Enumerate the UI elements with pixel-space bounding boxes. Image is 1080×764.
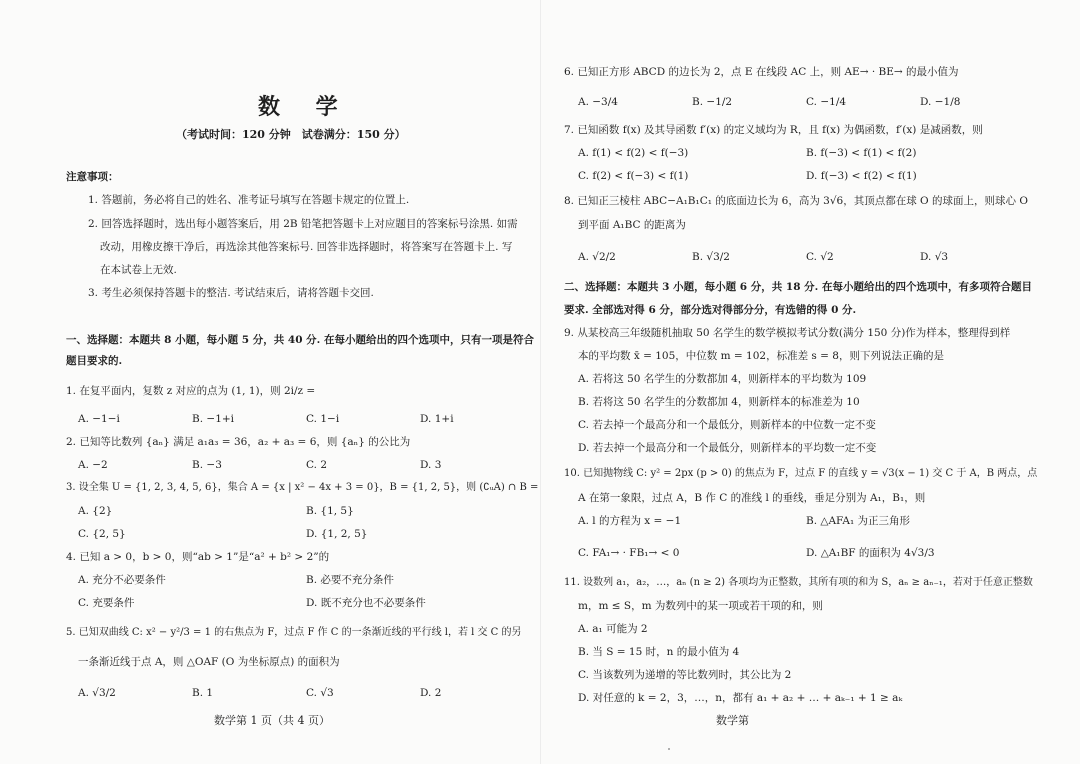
question-stem: 6. 已知正方形 ABCD 的边长为 2，点 E 在线段 AC 上，则 AE→ · BE→ 的最小值为	[564, 66, 959, 78]
section-heading: 题目要求的.	[66, 355, 123, 367]
option: C. −1/4	[806, 96, 847, 108]
question-stem: 1. 在复平面内，复数 z 对应的点为 (1, 1)，则 2i/z =	[66, 385, 316, 397]
option: D. 对任意的 k = 2，3，…，n，都有 a₁ + a₂ + … + aₖ₋₁ + 1 ≥ aₖ	[578, 692, 903, 704]
section-heading: 二、选择题：本题共 3 小题，每小题 6 分，共 18 分. 在每小题给出的四个选项中，有多项符合题目	[564, 281, 1032, 293]
option: D. 2	[420, 687, 442, 699]
page-footer: 数学第	[716, 714, 749, 727]
option: D. 3	[420, 459, 442, 471]
notice-item: 2. 回答选择题时，选出每小题答案后，用 2B 铅笔把答题卡上对应题目的答案标号涂黑. 如需	[88, 218, 518, 230]
option: C. 当该数列为递增的等比数列时，其公比为 2	[578, 669, 792, 681]
scan-speck	[668, 748, 670, 750]
section-heading: 一、选择题：本题共 8 小题，每小题 5 分，共 40 分. 在每小题给出的四个选项中，只有一项是符合	[66, 334, 534, 346]
option: A. √3/2	[78, 687, 116, 699]
option: A. √2/2	[578, 251, 616, 263]
question-stem: 11. 设数列 a₁，a₂，…，aₙ (n ≥ 2) 各项均为正整数，其所有项的和为 S，aₙ ≥ aₙ₋₁，若对于任意正整数	[564, 577, 1033, 588]
page-footer: 数学第 1 页（共 4 页）	[214, 714, 330, 727]
option: B. −1/2	[692, 96, 733, 108]
option: A. f(1) < f(2) < f(−3)	[578, 147, 689, 159]
option: A. −2	[78, 459, 108, 471]
question-stem: 到平面 A₁BC 的距离为	[578, 219, 686, 231]
option: B. 必要不充分条件	[306, 574, 394, 586]
page-spine	[540, 0, 541, 764]
option: A. 充分不必要条件	[78, 574, 166, 586]
option: B. 当 S = 15 时，n 的最小值为 4	[578, 646, 740, 658]
question-stem: 8. 已知正三棱柱 ABC−A₁B₁C₁ 的底面边长为 6，高为 3√6，其顶点都在球 O 的球面上，则球心 O	[564, 195, 1028, 207]
option: A. {2}	[78, 505, 113, 517]
question-stem: 2. 已知等比数列 {aₙ} 满足 a₁a₃ = 36，a₂ + a₃ = 6，则 {aₙ} 的公比为	[66, 436, 411, 448]
option: B. √3/2	[692, 251, 730, 263]
option: D. f(−3) < f(2) < f(1)	[806, 170, 917, 182]
question-stem: 3. 设全集 U = {1, 2, 3, 4, 5, 6}，集合 A = {x | x² − 4x + 3 = 0}，B = {1, 2, 5}，则 (∁ᵤA) ∩ B =	[66, 482, 539, 493]
notice-item: 3. 考生必须保持答题卡的整洁. 考试结束后，请将答题卡交回.	[88, 287, 374, 299]
notice-heading: 注意事项：	[66, 171, 119, 183]
option: C. 充要条件	[78, 597, 135, 609]
question-stem: 4. 已知 a > 0，b > 0，则“ab > 1”是“a² + b² > 2”的	[66, 551, 330, 563]
option: B. −1+i	[192, 413, 235, 425]
option: D. −1/8	[920, 96, 961, 108]
option: D. 既不充分也不必要条件	[306, 597, 426, 609]
option: D. 若去掉一个最高分和一个最低分，则新样本的平均数一定不变	[578, 442, 877, 454]
question-stem: A 在第一象限，过点 A，B 作 C 的准线 l 的垂线，垂足分别为 A₁，B₁，则	[578, 492, 926, 504]
section-heading: 要求. 全部选对得 6 分，部分选对得部分分，有选错的得 0 分.	[564, 304, 857, 316]
option: C. √2	[806, 251, 834, 263]
option: B. 若将这 50 名学生的分数都加 4，则新样本的标准差为 10	[578, 396, 860, 408]
option: B. −3	[192, 459, 222, 471]
exam-info: （考试时间：120 分钟 试卷满分：150 分）	[176, 128, 406, 141]
option: C. 1−i	[306, 413, 340, 425]
option: C. 2	[306, 459, 328, 471]
option: A. l 的方程为 x = −1	[578, 515, 682, 527]
question-stem: 一条渐近线于点 A，则 △OAF (O 为坐标原点) 的面积为	[78, 656, 340, 668]
option: C. f(2) < f(−3) < f(1)	[578, 170, 689, 182]
question-stem: 9. 从某校高三年级随机抽取 50 名学生的数学模拟考试分数(满分 150 分)作为样本，整理得到样	[564, 327, 1011, 339]
option: D. 1+i	[420, 413, 454, 425]
option: B. 1	[192, 687, 214, 699]
question-stem: 本的平均数 x̄ = 105，中位数 m = 102，标准差 s = 8，则下列说法正确的是	[578, 350, 944, 362]
question-stem: 5. 已知双曲线 C: x² − y²/3 = 1 的右焦点为 F，过点 F 作 C 的一条渐近线的平行线 l，若 l 交 C 的另	[66, 627, 522, 638]
option: B. {1, 5}	[306, 505, 354, 517]
notice-item: 在本试卷上无效.	[100, 264, 177, 276]
option: A. 若将这 50 名学生的分数都加 4，则新样本的平均数为 109	[578, 373, 867, 385]
option: A. −3/4	[578, 96, 618, 108]
notice-item: 改动，用橡皮擦干净后，再选涂其他答案标号. 回答非选择题时，将答案写在答题卡上. 写	[100, 241, 513, 253]
option: C. 若去掉一个最高分和一个最低分，则新样本的中位数一定不变	[578, 419, 876, 431]
question-stem: 10. 已知抛物线 C: y² = 2px (p > 0) 的焦点为 F，过点 F 的直线 y = √3(x − 1) 交 C 于 A，B 两点，点	[564, 468, 1038, 479]
option: C. FA₁→ · FB₁→ < 0	[578, 547, 680, 559]
option: C. {2, 5}	[78, 528, 126, 540]
question-stem: m，m ≤ S，m 为数列中的某一项或若干项的和，则	[578, 600, 823, 612]
question-stem: 7. 已知函数 f(x) 及其导函数 f′(x) 的定义域均为 R，且 f(x) 为偶函数，f′(x) 是减函数，则	[564, 124, 983, 136]
option: D. √3	[920, 251, 949, 263]
option: D. {1, 2, 5}	[306, 528, 368, 540]
option: C. √3	[306, 687, 334, 699]
page-title: 数 学	[258, 94, 352, 120]
option: D. △A₁BF 的面积为 4√3/3	[806, 547, 935, 559]
option: B. △AFA₁ 为正三角形	[806, 515, 911, 527]
notice-item: 1. 答题前，务必将自己的姓名、准考证号填写在答题卡规定的位置上.	[88, 194, 410, 206]
option: B. f(−3) < f(1) < f(2)	[806, 147, 917, 159]
option: A. −1−i	[78, 413, 120, 425]
option: A. a₁ 可能为 2	[578, 623, 648, 635]
